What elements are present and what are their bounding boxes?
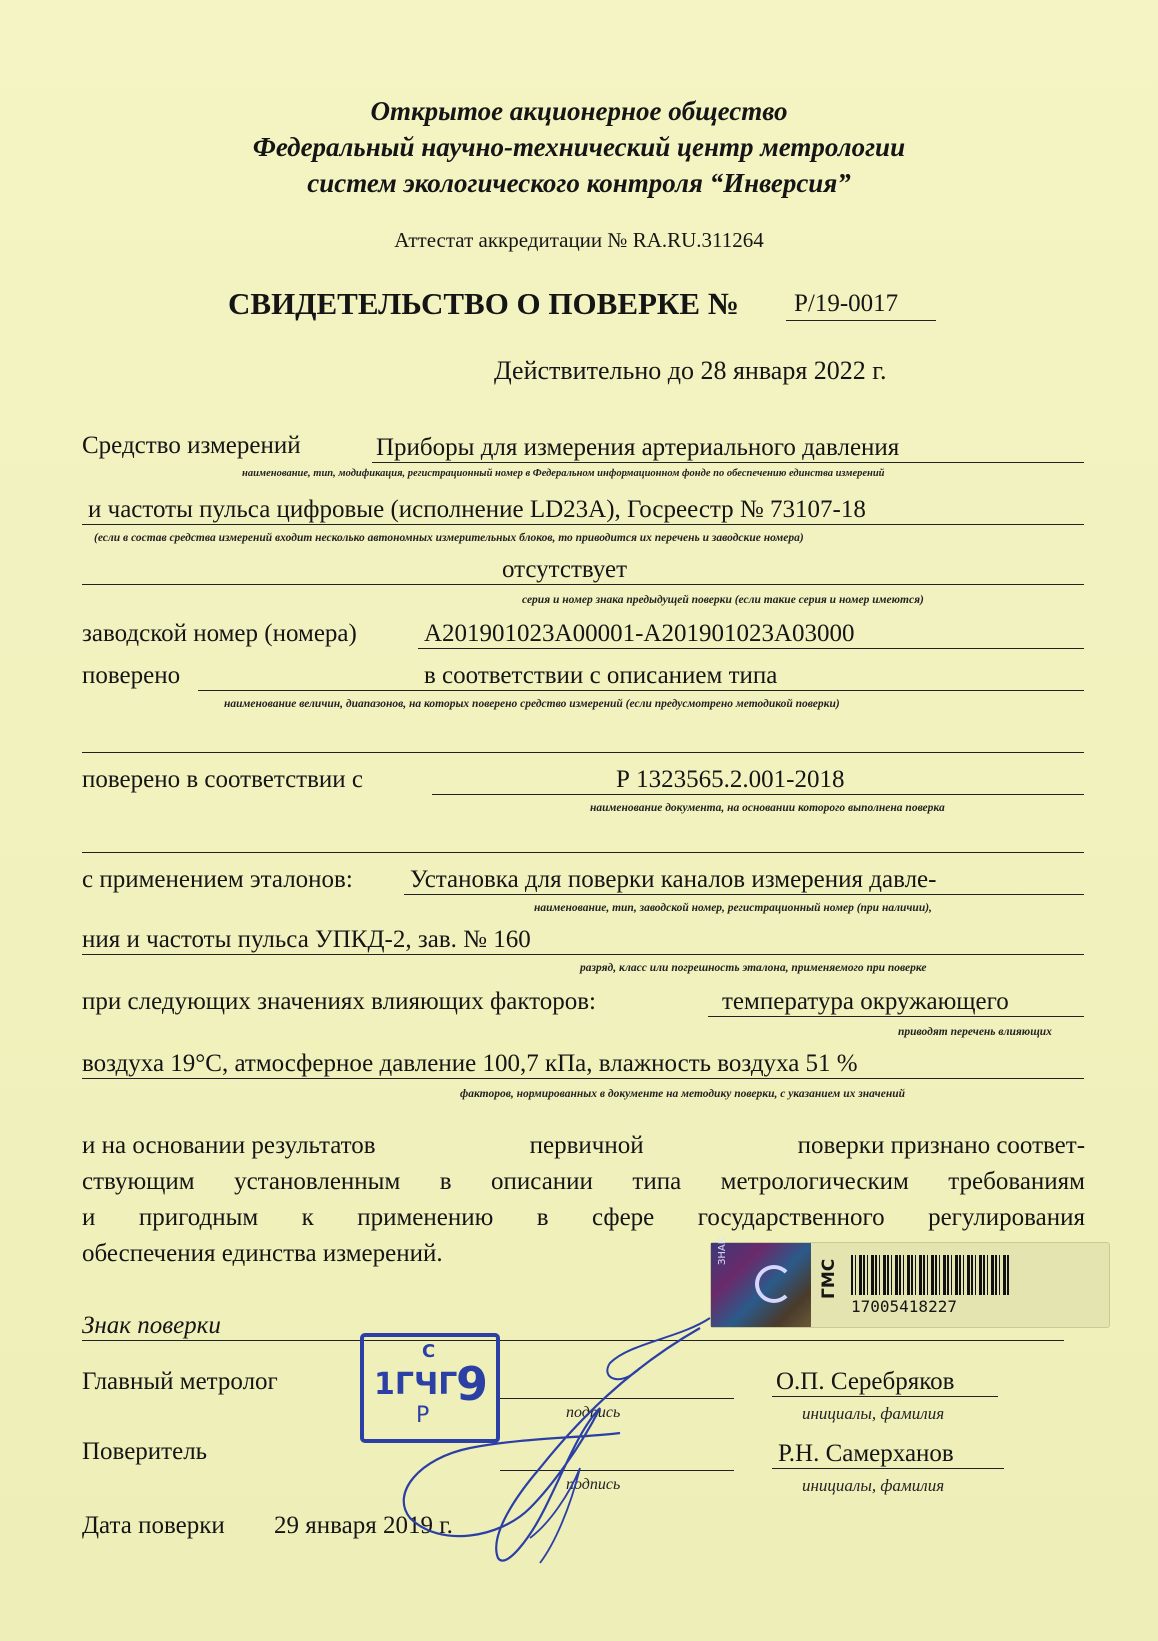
- chief-name-hint: инициалы, фамилия: [802, 1404, 945, 1423]
- serial-label: заводской номер (номера): [82, 620, 357, 647]
- stamp-bottom: Р: [416, 1403, 430, 1428]
- standards-hint-1: наименование, тип, заводской номер, регистрационный номер (при наличии),: [534, 902, 932, 914]
- verifier-label: Поверитель: [82, 1438, 208, 1465]
- instrument-line-1: [372, 462, 1084, 463]
- method-line: [432, 794, 1084, 795]
- instrument-hint-1: наименование, тип, модификация, регистрационный номер в Федеральном информационном фонде по обеспечению единства измерений: [242, 468, 885, 479]
- instrument-hint-2: (если в состав средства измерений входит несколько автономных измерительных блоков, то приводится их перечень и заводские номера): [94, 532, 804, 544]
- serial-value: A201901023A00001-A201901023A03000: [424, 620, 855, 647]
- conditions-hint-2: факторов, нормированных в документе на методику поверки, с указанием их значений: [460, 1088, 905, 1100]
- conditions-hint-1: приводят перечень влияющих: [898, 1026, 1052, 1038]
- certificate-number: Р/19-0017: [794, 290, 899, 317]
- date-label: Дата поверки: [82, 1512, 225, 1539]
- conclusion-line-2: ствующим установленным в описании типа метрологическим требованиям: [82, 1168, 1085, 1195]
- prev-mark-value: отсутствует: [502, 556, 628, 583]
- conditions-value-1: температура окружающего: [722, 988, 1009, 1015]
- conditions-label: при следующих значениях влияющих факторов:: [82, 988, 596, 1015]
- prev-mark-line: [82, 584, 1084, 585]
- sticker-side-text: ГМС: [819, 1258, 839, 1299]
- instrument-label: Средство измерений: [82, 432, 301, 459]
- org-line-2: Федеральный научно-технический центр метрологии: [252, 132, 906, 162]
- verifier-name-hint: инициалы, фамилия: [802, 1476, 945, 1495]
- verifier-name: Р.Н. Самерханов: [778, 1440, 954, 1467]
- method-value: Р 1323565.2.001-2018: [616, 766, 845, 793]
- instrument-name-2: и частоты пульса цифровые (исполнение LD23A), Госреестр № 73107-18: [88, 496, 866, 523]
- instrument-hint-5: наименование документа, на основании которого выполнена поверка: [590, 802, 945, 814]
- conditions-line-2: [82, 1078, 1084, 1079]
- chief-sign-hint: подпись: [566, 1404, 621, 1421]
- conclusion-w3: поверки признано соответ-: [797, 1132, 1086, 1159]
- verified-line: [198, 690, 1084, 691]
- stamp-main: 1ГЧГ: [374, 1367, 458, 1402]
- instrument-line-2: [82, 524, 1084, 525]
- serial-line: [418, 648, 1084, 649]
- standards-label: с применением эталонов:: [82, 866, 353, 893]
- mark-label: Знак поверки: [82, 1312, 221, 1339]
- blank-line-1: [82, 752, 1084, 753]
- conditions-value-2: воздуха 19°С, атмосферное давление 100,7 кПа, влажность воздуха 51 %: [82, 1050, 858, 1077]
- standards-value-2: ния и частоты пульса УПКД-2, зав. № 160: [82, 926, 531, 953]
- standards-value-1: Установка для поверки каналов измерения давле-: [410, 866, 937, 893]
- method-label: поверено в соответствии с: [82, 766, 364, 793]
- conclusion-line-1: [82, 1132, 1085, 1160]
- verifier-sign-hint: подпись: [566, 1476, 621, 1493]
- instrument-hint-4: наименование величин, диапазонов, на которых поверено средство измерений (если предусмотрено методикой поверки): [224, 698, 840, 710]
- accreditation: Аттестат аккредитации № RA.RU.311264: [394, 228, 764, 252]
- verifier-name-line: [772, 1468, 1004, 1469]
- handwritten-signature: [380, 1308, 720, 1568]
- hologram-ring-icon: [755, 1265, 793, 1303]
- instrument-hint-3: серия и номер знака предыдущей поверки (если такие серия и номер имеются): [522, 594, 924, 606]
- org-line-1: Открытое акционерное общество: [370, 96, 788, 126]
- standards-hint-2: разряд, класс или погрешность эталона, применяемого при поверке: [580, 962, 927, 974]
- stamp-top: С: [422, 1341, 436, 1362]
- conclusion-line-3: и пригодным к применению в сфере государственного регулирования: [82, 1204, 1085, 1231]
- verified-label: поверено: [82, 662, 181, 689]
- barcode: [851, 1255, 1011, 1295]
- standards-line-2: [82, 954, 1084, 955]
- hologram: [711, 1237, 811, 1327]
- certificate-title: СВИДЕТЕЛЬСТВО О ПОВЕРКЕ №: [228, 286, 739, 321]
- conclusion-w2: первичной: [529, 1132, 644, 1159]
- chief-name-line: [772, 1396, 998, 1397]
- conclusion-line-4: обеспечения единства измерений.: [82, 1240, 443, 1267]
- number-underline: [786, 320, 936, 321]
- blank-line-2: [82, 852, 1084, 853]
- sticker-number: 17005418227: [851, 1297, 957, 1316]
- instrument-name-1: Приборы для измерения артериального давления: [376, 434, 900, 461]
- verification-sticker: [710, 1237, 1110, 1328]
- chief-name: О.П. Серебряков: [776, 1368, 955, 1395]
- conditions-line-1: [708, 1016, 1084, 1017]
- sticker-side-label: [819, 1255, 845, 1313]
- stamp-digit: 9: [456, 1357, 489, 1411]
- conclusion-w1: и на основании результатов: [82, 1132, 376, 1159]
- hologram-text: ЗНАК: [717, 1237, 728, 1265]
- org-line-3: систем экологического контроля “Инверсия”: [307, 168, 851, 198]
- verified-value: в соответствии с описанием типа: [424, 662, 778, 689]
- chief-label: Главный метролог: [82, 1368, 278, 1395]
- standards-line-1: [404, 894, 1084, 895]
- valid-until: Действительно до 28 января 2022 г.: [494, 356, 887, 385]
- date-value: 29 января 2019 г.: [274, 1512, 453, 1539]
